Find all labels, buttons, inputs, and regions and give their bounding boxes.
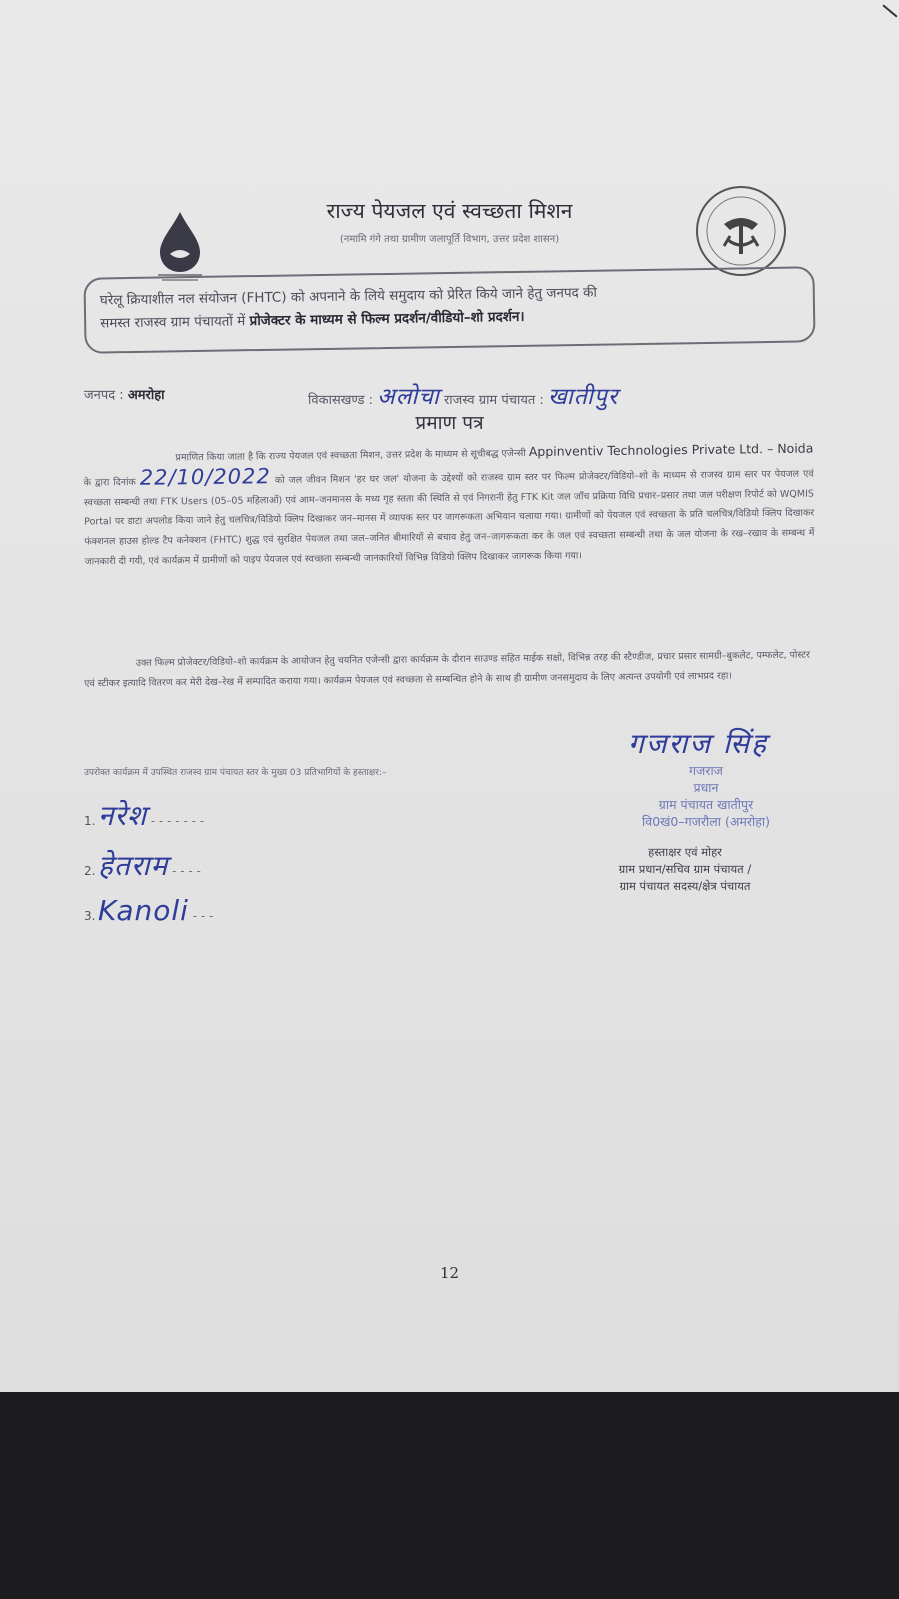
participant-signature-1: 1.नरेश - - - - - - - — [84, 799, 205, 832]
page-number: 12 — [439, 1264, 460, 1282]
signature-designation-block — [550, 844, 820, 895]
signature-handwriting: हेतराम — [98, 849, 169, 882]
vikaskhand-label: विकासखण्ड : — [308, 393, 374, 408]
signature-handwriting: नरेश — [98, 799, 148, 832]
participant-signature-3: 3.Kanoli - - - — [84, 894, 214, 927]
participant-signature-2: 2.हेतराम - - - - — [84, 849, 201, 882]
vikaskhand-handwritten: अलोचा — [377, 384, 440, 410]
signature-number: 2. — [84, 864, 96, 878]
gram-panchayat-handwritten: खातीपुर — [547, 384, 619, 410]
signature-number: 3. — [84, 909, 96, 923]
org-title: राज्य पेयजल एवं स्वच्छता मिशन — [326, 199, 573, 223]
para1-end: को जल जीवन मिशन 'हर घर जल' योजना के उद्देश्यों को राजस्व ग्राम स्तर पर फिल्म प्रोजेक्टर/विडियो–शो के माध्यम से राजस्व ग्राम स्तर पर पेयजल एवं स्वच्छता सम्बन्धी तथा FTK Users (05–05 महिलाओं) एवं आम–जनमानस के मध्य गृह स्तता की स्थिति से एवं निगरानी हेतु FTK Kit जल जाँच प्रक्रिया विधि प्रचार–प्रसार तथा जल परीक्षण रिपोर्ट को WQMIS Portal पर डाटा अपलोड किया जाने हेतु चलचित्र/विडियो क्लिप दिखाकर जन–मानस में व्यापक स्तर पर जागरूकता अभियान चलाया गया। ग्रामीणों को पेयजल एवं स्वच्छता के प्रति चलचित्र/विडियो क्लिप दिखाकर फंक्शनल हाउस होल्ड टैप कनेक्शन (FHTC) शुद्ध एवं सुरक्षित पेयजल तथा जल–जनित बीमारियों से बचाव हेतु जन–जागरूकता कर के जल एवं स्वच्छता सम्बन्धी तथा के जल योजना के रख–रखाव के सम्बन्ध में जानकारी दी गयी, एवं कार्यक्रम में ग्रामीणों को पाइप पेयजल एवं स्वच्छता सम्बन्धी जानकारियों विभिन्न विडियो क्लिप दिखाकर जागरूक किया गया। — [83, 468, 815, 568]
pradhan-signature: गजराज सिंह — [628, 727, 768, 760]
agency-name: Appinventiv Technologies Private Ltd. – Noida — [528, 440, 814, 460]
janpad-row — [84, 385, 164, 403]
certificate-title: प्रमाण पत्र — [415, 412, 484, 434]
janpad-label: जनपद : — [84, 388, 124, 403]
banner-line-2-bold: प्रोजेक्टर के माध्यम से फिल्म प्रदर्शन/वीडियो–शो प्रदर्शन। — [249, 308, 525, 330]
designation-line: हस्ताक्षर एवं मोहर — [648, 845, 722, 859]
banner-line-1: घरेलू क्रियाशील नल संयोजन (FHTC) को अपनाने के लिये समुदाय को प्रेरित किये जाने हेतु जनपद की — [99, 284, 598, 309]
certificate-paragraph-2: उक्त फिल्म प्रोजेक्टर/विडियो–शो कार्यक्रम के आयोजन हेतु चयनित एजेन्सी द्वारा कार्यक्रम के दौरान साउण्ड सहित माईक सक्षो, विभिन्न तरह की स्टैण्डीज, प्रचार प्रसार सामग्री–बुकलेट, पम्फलेट, पोस्टर एवं स्टीकर इत्यादि वितरण कर मेरी देख–रेख में सम्पादित कराया गया। कार्यक्रम पेयजल एवं स्वच्छता से सम्बन्धित होने के साथ ही ग्रामीण जनसमुदाय के लिए अत्यन्त उपयोगी एवं लाभप्रद रहा। — [84, 649, 810, 690]
org-subtitle: (नमामि गंगे तथा ग्रामीण जलापूर्ति विभाग, उत्तर प्रदेश शासन) — [339, 234, 560, 245]
stamp-line: प्रधान — [693, 780, 719, 795]
designation-line: ग्राम पंचायत सदस्य/क्षेत्र पंचायत — [619, 879, 751, 893]
participants-label: उपरोक्त कार्यक्रम में उपस्थित राजस्व ग्राम पंचायत स्तर के मुख्य 03 प्रतिभागियों के हस्ताक्षर:– — [84, 768, 387, 778]
stamp-line: वि0खं0–गजरौला (अमरोहा) — [642, 814, 770, 829]
designation-line: ग्राम प्रधान/सचिव ग्राम पंचायत / — [618, 862, 752, 876]
stamp-line: ग्राम पंचायत खातीपुर — [658, 797, 754, 812]
page-edge-mark — [882, 4, 897, 17]
banner-line-2-normal: समस्त राजस्व ग्राम पंचायतों में — [100, 313, 250, 332]
janpad-value: अमरोहा — [127, 388, 165, 403]
pradhan-stamp — [586, 762, 826, 830]
para1-mid: के द्वारा दिनांक — [83, 476, 140, 489]
certificate-paragraph-1 — [83, 439, 814, 573]
gram-panchayat-label: राजस्व ग्राम पंचायत : — [443, 393, 544, 408]
signature-handwriting: Kanoli — [98, 894, 189, 927]
para1-start: प्रमाणित किया जाता है कि राज्य पेयजल एवं स्वच्छता मिशन, उत्तर प्रदेश के माध्यम से सूचीबद्ध एजेन्सी — [175, 448, 529, 464]
signature-number: 1. — [84, 814, 96, 828]
stamp-line: गजराज — [689, 763, 723, 778]
handwritten-date: 22/10/2022 — [139, 463, 271, 490]
program-banner — [83, 266, 815, 353]
vikaskhand-row — [308, 379, 618, 411]
